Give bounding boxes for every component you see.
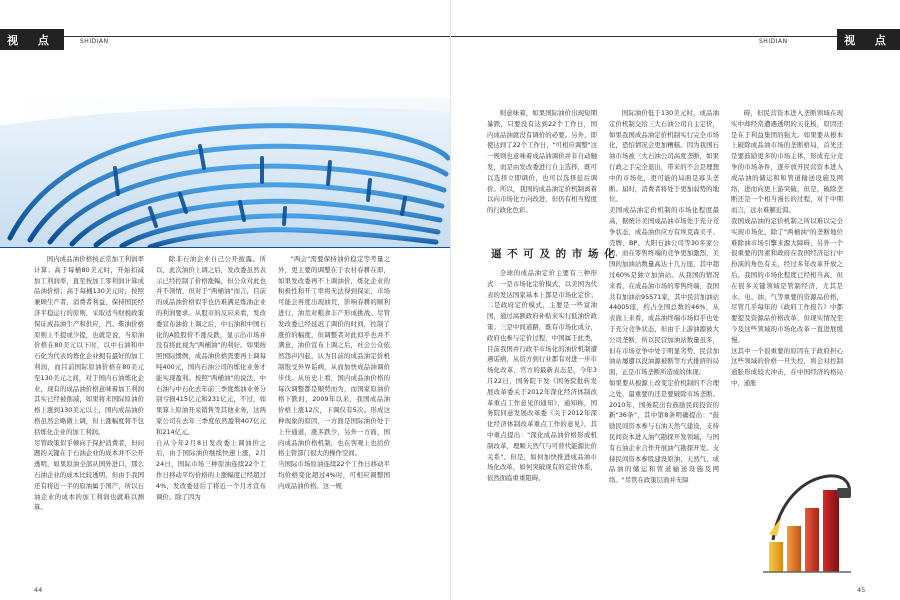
article-column-2 <box>156 254 266 574</box>
header-rule <box>64 36 450 37</box>
header-section-tab <box>0 29 64 50</box>
header-english-label: SHIDIAN <box>80 38 109 45</box>
article-column-2 <box>609 108 719 576</box>
page-number: 45 <box>857 586 866 594</box>
article-column-3 <box>731 108 843 466</box>
article-paragraph: 则意味着，如果国际油价出现短期暴跌，只要没有达到22个工作日，国内成品油就没有调价的必要。另外，即使达到了22个工作日，"可相应调整"这一规则也意味着成品油调价并非自动触发，而是由发改委进行自主选择，既可以选择立即调价，也可以选择延后调价。所以，我国的成品油定价机制离着以向市场化方向改进，但仍有相当程度的行政化色彩。 <box>487 109 597 215</box>
article-paragraph: 碍，但民营资本进入垄断领域在现实中却经常遭遇透明的天花板，原因还是在于利益集团的强大。如果要从根本上破除成品油市场的垄断格局，首先还是要鼓励更多的市场主体，形成充分竞争的市场条件，逐步放开民营资本进入成品油的储运和和管道输送设施及网络，进而向更上游突破，但是，破除垄断还是一个相当漫长的过程，对于中期而言，远水难解近渴。 我国成品油的定价机制之所以难以完全实现市场化，除了"两桶油"的垄断地位难除油市场引擎来源大障碍，另外一个很重要的因素和政府在我国经济运行中扮演的角色有关，经过多年改革开放之后，我国的市场化程度已经相当高，但在很多关键领域是管制经济，尤其是水、电、油、气等重要的资源品价格，尽管几乎每年的《政府工作报告》中都要提及资源品价格改革，但现实情况至今及这些领域的市场化改革一直进展缓慢。 这其中一个很重要的原因在于政府担心这些领域的价格一旦失控，将会对控制通胀形成较大冲击，在中国经济的格局中，通胀 <box>731 109 843 387</box>
header-section-label: 视 点 <box>844 33 894 47</box>
article-paragraph: 全球的成品油定价主要有三种形式：一是市场化定价模式，以美国为代表的发达国家基本上都是市场化定价；二是政府定价模式，主要是一些富油国，通过高额政府补贴来实行低油价政策；三是中间道路，既有市场化成分，政府也参与定价过程，中国属于此类，目前我国并行政半市场化的油价机制遭遇诟病，从资方到行业都有对进一步市场化改革，官方的最新表态是，今年3月22日，国务院下发《国务院批转发展改革委关于2012年深化经济体制改革重点工作意见的通知》，通知称，国务院同意发展改革委《关于2012年深化经济体制改革重点工作的意见》，其中重点提出："深化成品油价格形成机制改革，理顺天然气与可替代能源比价关系"。但是，如何加快推进成品油市场化改革，如何突破现有的定价体系，依然面临重重阻碍。 <box>487 269 597 483</box>
maze-illustration <box>0 98 450 248</box>
article-paragraph: 国内成品油价格按正常加工利润率计算；高于每桶80美元时，开始扣减加工利润率，直至按加工零利润计算成品油价格；高于每桶130美元时，按照兼顾生产者、消费者利益，保持国民经济平稳运行的原则，采取适当财税政策保证成品油生产和供应，汽、柴油价格原则上不提或少提，也就是说，当原油价格在80美元以下时，以中石油和中石化为代表的炼化企业拥有最好的加工利润，而目前国际原油价格在80美元至130美元之间，对于国内石油炼化企业，现有的成品油价格意味着加工利润其实已经被削减，如果将来国际原油价格上涨到130美元以上，国内成品油价格虽然会略微上调，但上涨幅度将不包括炼化企业的加工利润。 尽管政策似乎倾向于保护消费者，但问题的关键在于石油企业的成本并不公开透明，如果原油全部从国外进口，那么石油企业的成本比较透明，但由于我国还有将近一半的原油属于国产，所以石油企业的成本的加工利润也就难以测算。 <box>34 255 144 512</box>
article-paragraph: 国际油价低于130美元时，成品油定价机制交给三大石油公司自主定价，如果我国成品油定价机制实行完全市场化，恐怕情况会更加糟糕。因为我国石油市场被三大石油公司高度垄断，如果行政之手完全退出，带来的不会是理想中的市场化，更可能的局面是寡头垄断。届时，消费者将处于更加弱势的地位。 美国成品油定价机制的市场化程度最高，据统计美国成品油市场处于充分竞争状态，成品油供应方有埃克森美孚、壳牌、BP、大阳石油公司等30多家公司，而在零售终端的竞争更加激烈，美国的加油站数量高达十几万座，其中超过60%是独立加油站。从我国的情况来看，在成品油市场的零售终端，我国共有加油站95571家，其中民营加油站44005座，约占全国总数的46%，从表面上来看，成品油终端市场似乎也处于充分竞争状态，但由于上游油源被大公司垄断，所以民营加油站数量虽多，但在市场竞争中处于明显劣势，民营加油站屡遭以没油源被断等方式排挤的局面，正是市场垄断所造成的体现。 如果要从根源上改变定价机制的不合理之处，最重要的还是要破除市场垄断。2010年，国务院出台鼓励民间投资的新"36条"，其中第8条明确提出："鼓励民间资本参与石油天然气建设，支持民间资本进入油气勘探开发领域，与国有石油企业合作开展油气勘探开发。支持民间资本参股建设原油、天然气、成品油的储运和管道输送设施及网络。"尽管在政策层面并无障 <box>609 109 719 485</box>
fuel-pump-illustration <box>759 470 855 574</box>
article-column-1-top <box>487 108 597 236</box>
header-section-label: 视 点 <box>7 33 57 47</box>
header-english-label: SHIDIAN <box>759 38 788 45</box>
article-paragraph: "两会"需要保持油价稳定等考量之外，更主要的调整在于农村春耕在即，如果发改委再不上调油价，炼化企业的积极性和开工率将无法得到保证，市场可能会再度出现油荒，影响春耕的顺利进行，油荒对粮食丰产形成挑战。尽管发改委已经延迟了调价的时间，控制了涨价的幅度，但调整者对此似乎也并不满意，油价宣布上调之后，社会公众依然怨声四起，认为目前的成品油定价机制饱受外界诟病，从而加快成品油调价步伐。从历史上看，国内成品油价格的每次调整都是顺势而为，而国家原油价格下跌时，2009年以来，我国成品油价格上涨12次，下调仅有5次。形成这种现象的原因，一方面是国际油价处于上升通道，涨多跌少，另外一方面，国内成品油价格机制，也在客观上也给价格主管部门很大的操作空间。 当国际市场原油连续22个工作日移动平均价格变化超过4%时，可相应调整国内成品油价格。这一规 <box>278 255 390 490</box>
article-column-3 <box>278 254 390 574</box>
right-page <box>450 0 900 600</box>
article-column-1 <box>34 254 144 574</box>
header-section-tab <box>837 29 900 50</box>
article-paragraph: 除非石油企业自己公开披露。所以，此次油价上调之后，发改委虽然表示已经控制了价格涨幅，但公众对此也并不领情，但对于"两桶油"而言，目前的成品油价格似乎也仍难满足炼油企业的利润要求。从股市的反应来看，发改委宣布油价上调之后，中石油和中国石化的A股股价不涨反跌，显示出市场并没有将此视为"两桶油"的利好。如果按照国际惯例，成品油价格需要再上调每吨400元，国内石油公司的炼化业务才能实现盈利。按照"两桶油"的说法，中石油与中石化去年前三季度炼油业务分别亏损415亿元和231亿元，不过，如果算上原油开采销售等其他业务，这两家公司在去年三季度依然盈利407亿元和214亿元。 自从今年2月8日发改委上调油价之后，由于国际油价继续快速上涨，2月24日，国际市场三种原油连续22个工作日移动平均价格的上涨幅度已经超过4%，发改委延后了将近一个月才宣布调价。除了因为 <box>156 255 266 501</box>
article-column-1-bottom <box>487 268 597 576</box>
page-number: 44 <box>34 586 43 594</box>
header-rule <box>451 36 837 37</box>
section-title: 逼 不 可 及 的 市 场 化 <box>491 248 616 260</box>
